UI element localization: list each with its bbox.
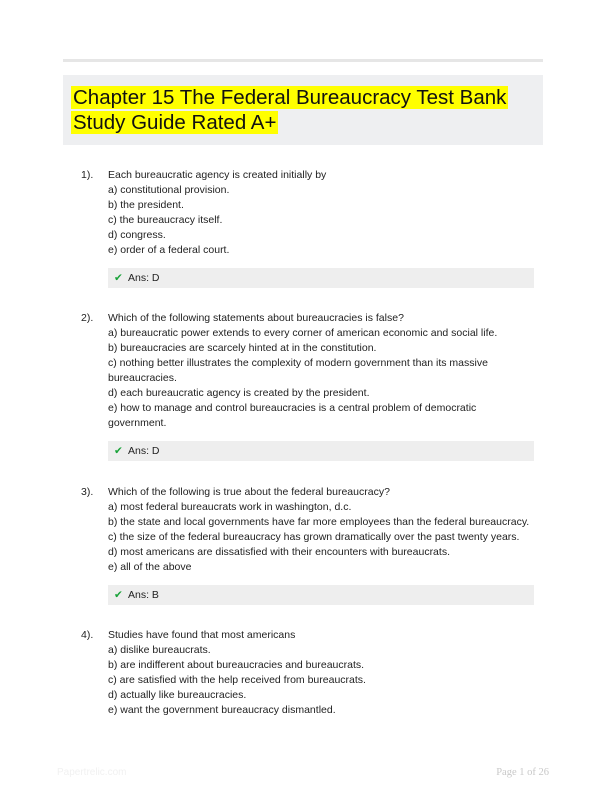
- question-stem: Each bureaucratic agency is created initially by: [108, 169, 327, 181]
- page-number: Page 1 of 26: [496, 767, 549, 778]
- answer-bar: [108, 268, 534, 288]
- answer-option: government.: [108, 417, 167, 429]
- answer-option: e) order of a federal court.: [108, 244, 230, 256]
- answer-option: b) the state and local governments have far more employees than the federal bureaucracy.: [108, 516, 530, 528]
- answer-option: e) all of the above: [108, 561, 192, 573]
- question-number: 1).: [81, 169, 94, 181]
- footer-watermark: Papertrelic.com: [57, 767, 127, 778]
- question-number: 3).: [81, 486, 94, 498]
- question-number: 4).: [81, 629, 94, 641]
- answer-option: d) each bureaucratic agency is created by the president.: [108, 387, 370, 399]
- answer-text: Ans: D: [128, 445, 160, 457]
- question-body: [108, 168, 540, 258]
- answer-option: c) nothing better illustrates the complexity of modern government than its massive: [108, 357, 488, 369]
- check-icon: ✔: [114, 589, 123, 601]
- question-stem: Which of the following is true about the federal bureaucracy?: [108, 486, 390, 498]
- answer-option: c) are satisfied with the help received from bureaucrats.: [108, 674, 366, 686]
- question-stem: Studies have found that most americans: [108, 629, 296, 641]
- answer-option: c) the bureaucracy itself.: [108, 214, 223, 226]
- answer-text: Ans: D: [128, 272, 160, 284]
- question-body: [108, 311, 540, 431]
- answer-option: d) actually like bureaucracies.: [108, 689, 247, 701]
- title-banner: [63, 75, 543, 145]
- answer-bar: [108, 585, 534, 605]
- answer-option: a) dislike bureaucrats.: [108, 644, 211, 656]
- answer-option: d) congress.: [108, 229, 166, 241]
- answer-option: b) bureaucracies are scarcely hinted at in the constitution.: [108, 342, 377, 354]
- answer-option: e) want the government bureaucracy dismantled.: [108, 704, 336, 716]
- answer-text: Ans: B: [128, 589, 159, 601]
- answer-option: d) most americans are dissatisfied with their encounters with bureaucrats.: [108, 546, 450, 558]
- answer-option: c) the size of the federal bureaucracy has grown dramatically over the past twenty years.: [108, 531, 520, 543]
- answer-option: b) are indifferent about bureaucracies and bureaucrats.: [108, 659, 365, 671]
- check-icon: ✔: [114, 445, 123, 457]
- answer-option: a) most federal bureaucrats work in washington, d.c.: [108, 501, 352, 513]
- page-title: [71, 85, 541, 135]
- answer-bar: [108, 441, 534, 461]
- question-body: [108, 485, 540, 575]
- question-stem: Which of the following statements about bureaucracies is false?: [108, 312, 404, 324]
- answer-option: bureaucracies.: [108, 372, 177, 384]
- answer-option: a) bureaucratic power extends to every corner of american economic and social life.: [108, 327, 498, 339]
- check-icon: ✔: [114, 272, 123, 284]
- answer-option: b) the president.: [108, 199, 184, 211]
- answer-option: a) constitutional provision.: [108, 184, 230, 196]
- question-number: 2).: [81, 312, 94, 324]
- question-body: [108, 628, 540, 718]
- answer-option: e) how to manage and control bureaucracies is a central problem of democratic: [108, 402, 477, 414]
- top-divider: [63, 59, 543, 62]
- page-title-text: Chapter 15 The Federal Bureaucracy Test Bank Study Guide Rated A+: [73, 86, 507, 134]
